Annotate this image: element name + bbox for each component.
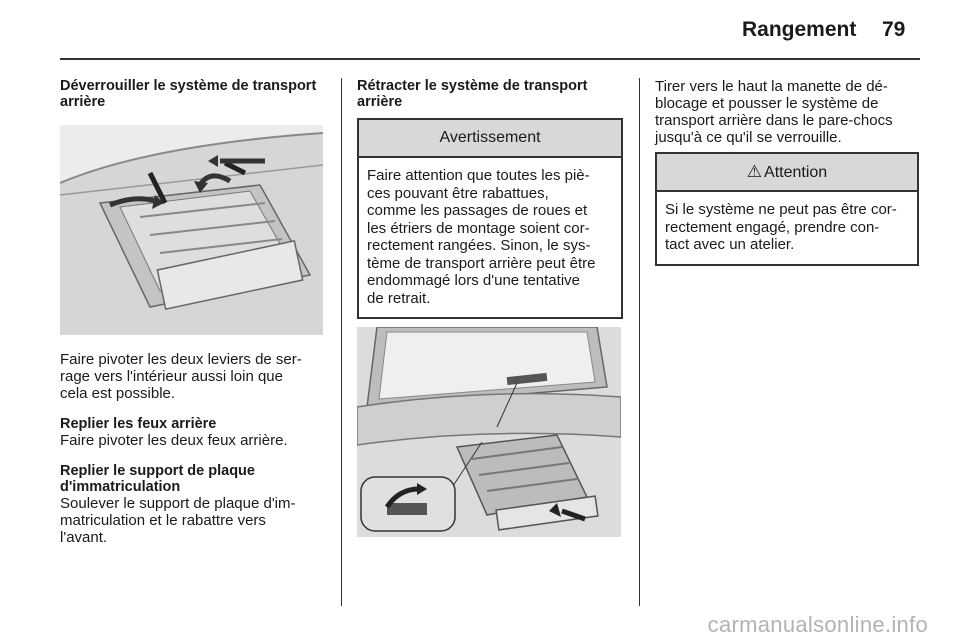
middle-column	[357, 78, 623, 537]
right-column	[655, 78, 920, 266]
left-subheading-1: Replier les feux arrière	[60, 416, 217, 432]
rear-carrier-retract-figure	[357, 327, 621, 537]
page-number: 79	[882, 18, 906, 41]
caution-box	[655, 152, 919, 266]
left-paragraph-3: Soulever le support de plaque d'im- matriculation et le rabattre vers l'avant.	[60, 495, 296, 546]
header-rule	[60, 58, 920, 60]
warning-title: Avertissement	[359, 120, 621, 158]
watermark: carmanualsonline.info	[707, 612, 928, 637]
left-paragraph-2: Faire pivoter les deux feux arrière.	[60, 432, 288, 449]
column-divider-1	[341, 78, 342, 606]
column-divider-2	[639, 78, 640, 606]
warning-triangle-icon: ⚠	[746, 162, 763, 181]
left-column	[60, 78, 328, 546]
warning-text: Faire attention que toutes les piè- ces pouvant être rabattues, comme les passages de roues et les étriers de montage soient cor- rectement rangées. Sinon, le sys- tème de transport arrière peut être endommagé lors d'une tentative de retrait.	[367, 167, 596, 307]
caution-text: Si le système ne peut pas être cor- rectement engagé, prendre con- tact avec un atelier.	[665, 201, 897, 253]
left-paragraph-1: Faire pivoter les deux leviers de ser- rage vers l'intérieur aussi loin que cela est possible.	[60, 351, 302, 402]
middle-heading: Rétracter le système de transport arrière	[357, 78, 588, 110]
warning-box	[357, 118, 623, 319]
caution-title: Attention	[764, 164, 828, 181]
section-title: Rangement	[742, 18, 857, 41]
caution-header	[657, 154, 917, 192]
left-heading: Déverrouiller le système de transport arrière	[60, 78, 317, 110]
rear-carrier-unlock-figure	[60, 125, 323, 335]
right-paragraph: Tirer vers le haut la manette de dé- blocage et pousser le système de transport arrière dans le pare-chocs jusqu'à ce qu'il se verrouille.	[655, 78, 893, 146]
left-subheading-2: Replier le support de plaque d'immatriculation	[60, 463, 255, 495]
